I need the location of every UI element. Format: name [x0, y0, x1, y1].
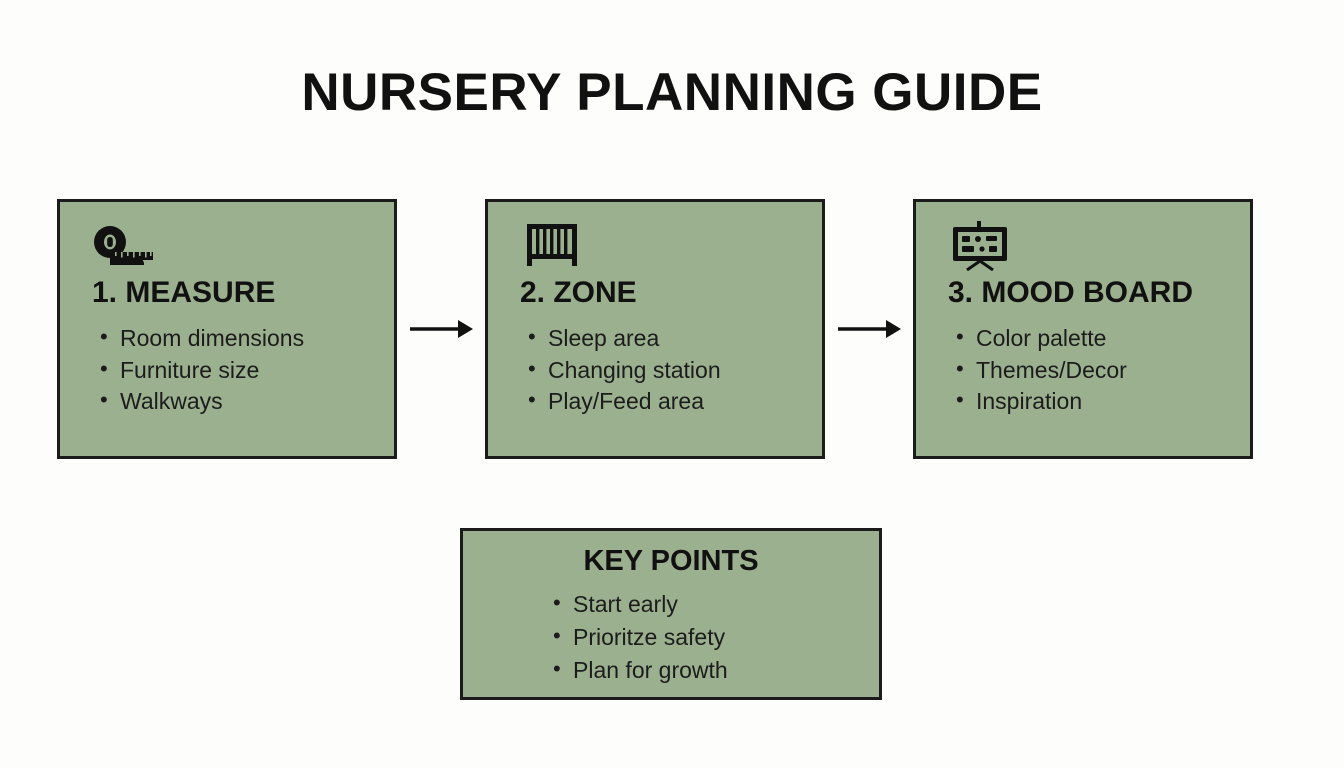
arrow-right-icon: [408, 314, 474, 344]
mood-board-icon: [947, 216, 1232, 274]
list-item: • Walkways: [96, 386, 376, 418]
list-item: • Room dimensions: [96, 323, 376, 355]
list-item: • Inspiration: [952, 386, 1232, 418]
list-item: • Prioritze safety: [551, 621, 859, 654]
page-title: NURSERY PLANNING GUIDE: [301, 63, 1043, 122]
step-item-list: [942, 323, 1232, 418]
arrow-right-icon: [836, 314, 902, 344]
list-item: • Plan for growth: [551, 654, 859, 687]
step-item-list: [514, 323, 804, 418]
list-item: • Play/Feed area: [524, 386, 804, 418]
list-item: • Color palette: [952, 323, 1232, 355]
crib-icon: [519, 216, 804, 274]
tape-measure-icon: [91, 216, 376, 274]
step-title: 3. MOOD BOARD: [948, 276, 1194, 309]
connector-arrow-2: [825, 199, 913, 459]
step-card-mood-board: [913, 199, 1253, 459]
list-item: • Themes/Decor: [952, 355, 1232, 387]
steps-row: [57, 199, 1287, 461]
list-item: • Sleep area: [524, 323, 804, 355]
step-card-measure: [57, 199, 397, 459]
list-item: • Furniture size: [96, 355, 376, 387]
step-item-list: [86, 323, 376, 418]
key-points-title: KEY POINTS: [583, 545, 759, 577]
key-points-list: [483, 588, 859, 686]
list-item: • Start early: [551, 588, 859, 621]
list-item: • Changing station: [524, 355, 804, 387]
step-title: 1. MEASURE: [92, 276, 276, 309]
step-card-zone: [485, 199, 825, 459]
step-title: 2. ZONE: [520, 276, 637, 309]
key-points-card: [460, 528, 882, 700]
connector-arrow-1: [397, 199, 485, 459]
